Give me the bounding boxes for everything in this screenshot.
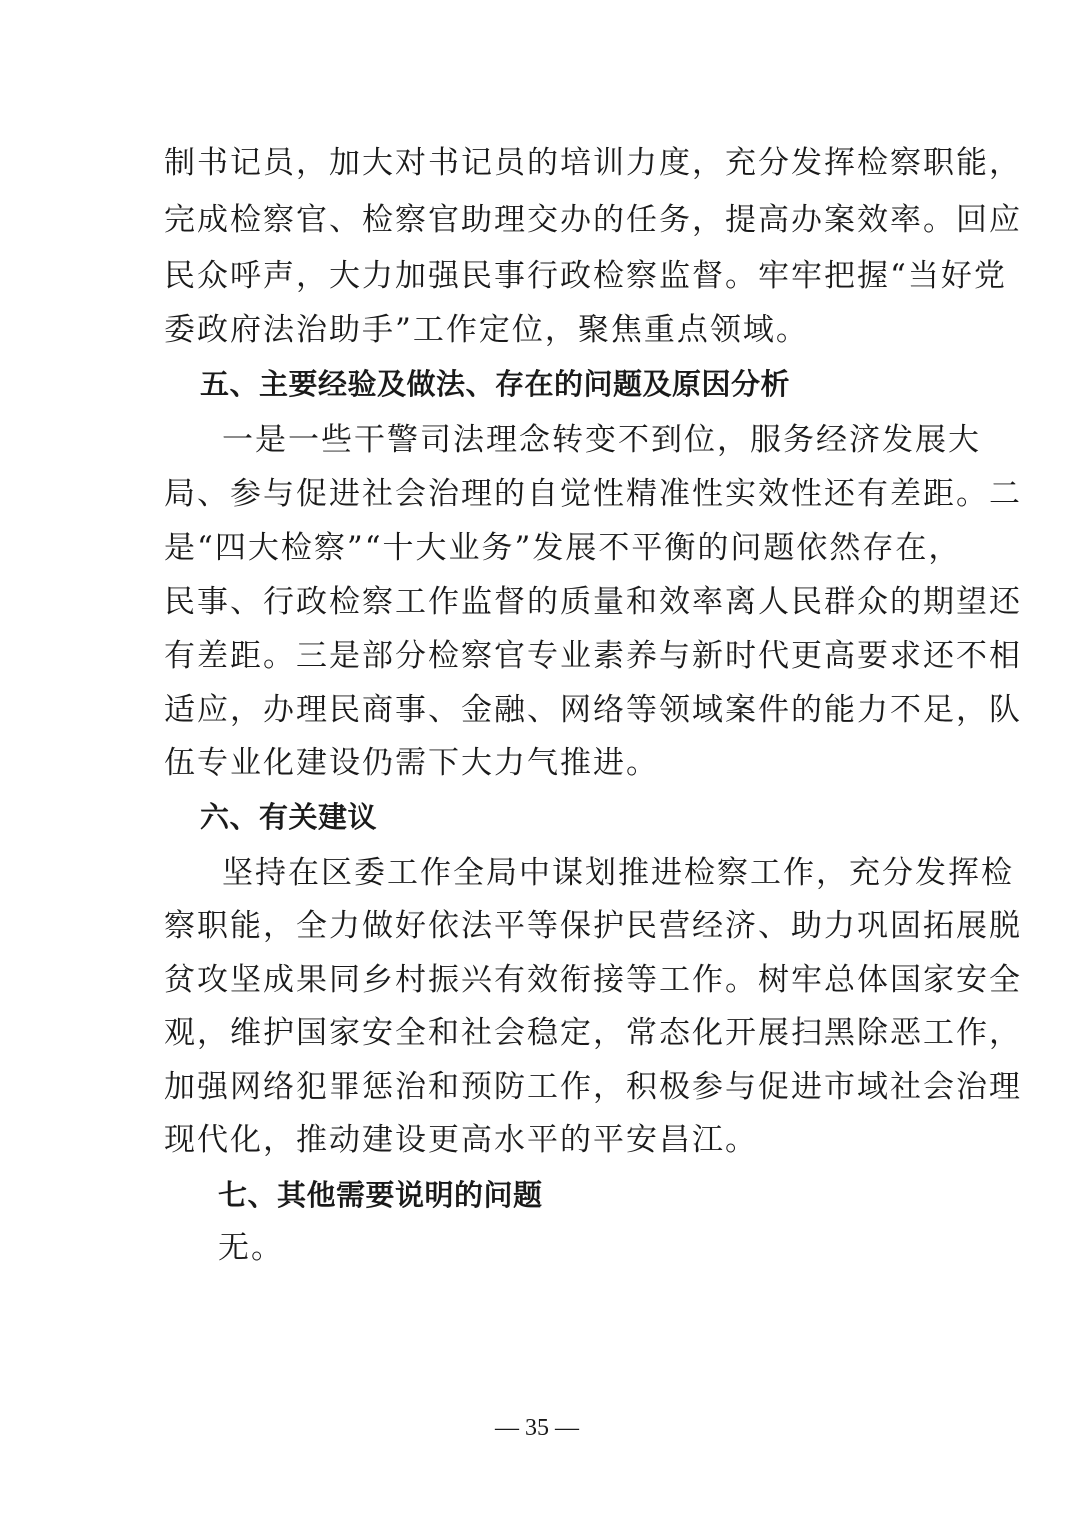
body-line: 伍专业化建设仍需下大力气推进。 [164,745,659,781]
body-line: 适应，办理民商事、金融、网络等领域案件的能力不足，队 [164,692,1022,728]
body-line: 无。 [218,1230,284,1266]
body-line: 贫攻坚成果同乡村振兴有效衔接等工作。树牢总体国家安全 [164,962,1022,998]
body-line: 完成检察官、检察官助理交办的任务，提高办案效率。回应 [164,202,1022,238]
section-heading-7: 七、其他需要说明的问题 [218,1178,543,1212]
body-line: 坚持在区委工作全局中谋划推进检察工作，充分发挥检 [222,855,1014,891]
body-line: 加强网络犯罪惩治和预防工作，积极参与促进市域社会治理 [164,1069,1022,1105]
body-line: 现代化，推动建设更高水平的平安昌江。 [164,1122,758,1158]
section-heading-5: 五、主要经验及做法、存在的问题及原因分析 [200,367,791,401]
body-line: 一是一些干警司法理念转变不到位，服务经济发展大 [222,422,981,458]
body-line: 制书记员，加大对书记员的培训力度，充分发挥检察职能， [164,145,1022,181]
body-line: 委政府法治助手”工作定位，聚焦重点领域。 [164,312,809,348]
body-line: 察职能，全力做好依法平等保护民营经济、助力巩固拓展脱 [164,908,1022,944]
body-line: 是“四大检察”“十大业务”发展不平衡的问题依然存在， [164,530,962,566]
section-heading-6: 六、有关建议 [200,800,378,834]
body-line: 民众呼声，大力加强民事行政检察监督。牢牢把握“当好党 [164,258,1007,294]
body-line: 有差距。三是部分检察官专业素养与新时代更高要求还不相 [164,638,1022,674]
body-line: 民事、行政检察工作监督的质量和效率离人民群众的期望还 [164,584,1022,620]
page-number: — 35 — [495,1415,579,1441]
body-line: 观，维护国家安全和社会稳定，常态化开展扫黑除恶工作， [164,1015,1022,1051]
body-line: 局、参与促进社会治理的自觉性精准性实效性还有差距。二 [164,476,1022,512]
